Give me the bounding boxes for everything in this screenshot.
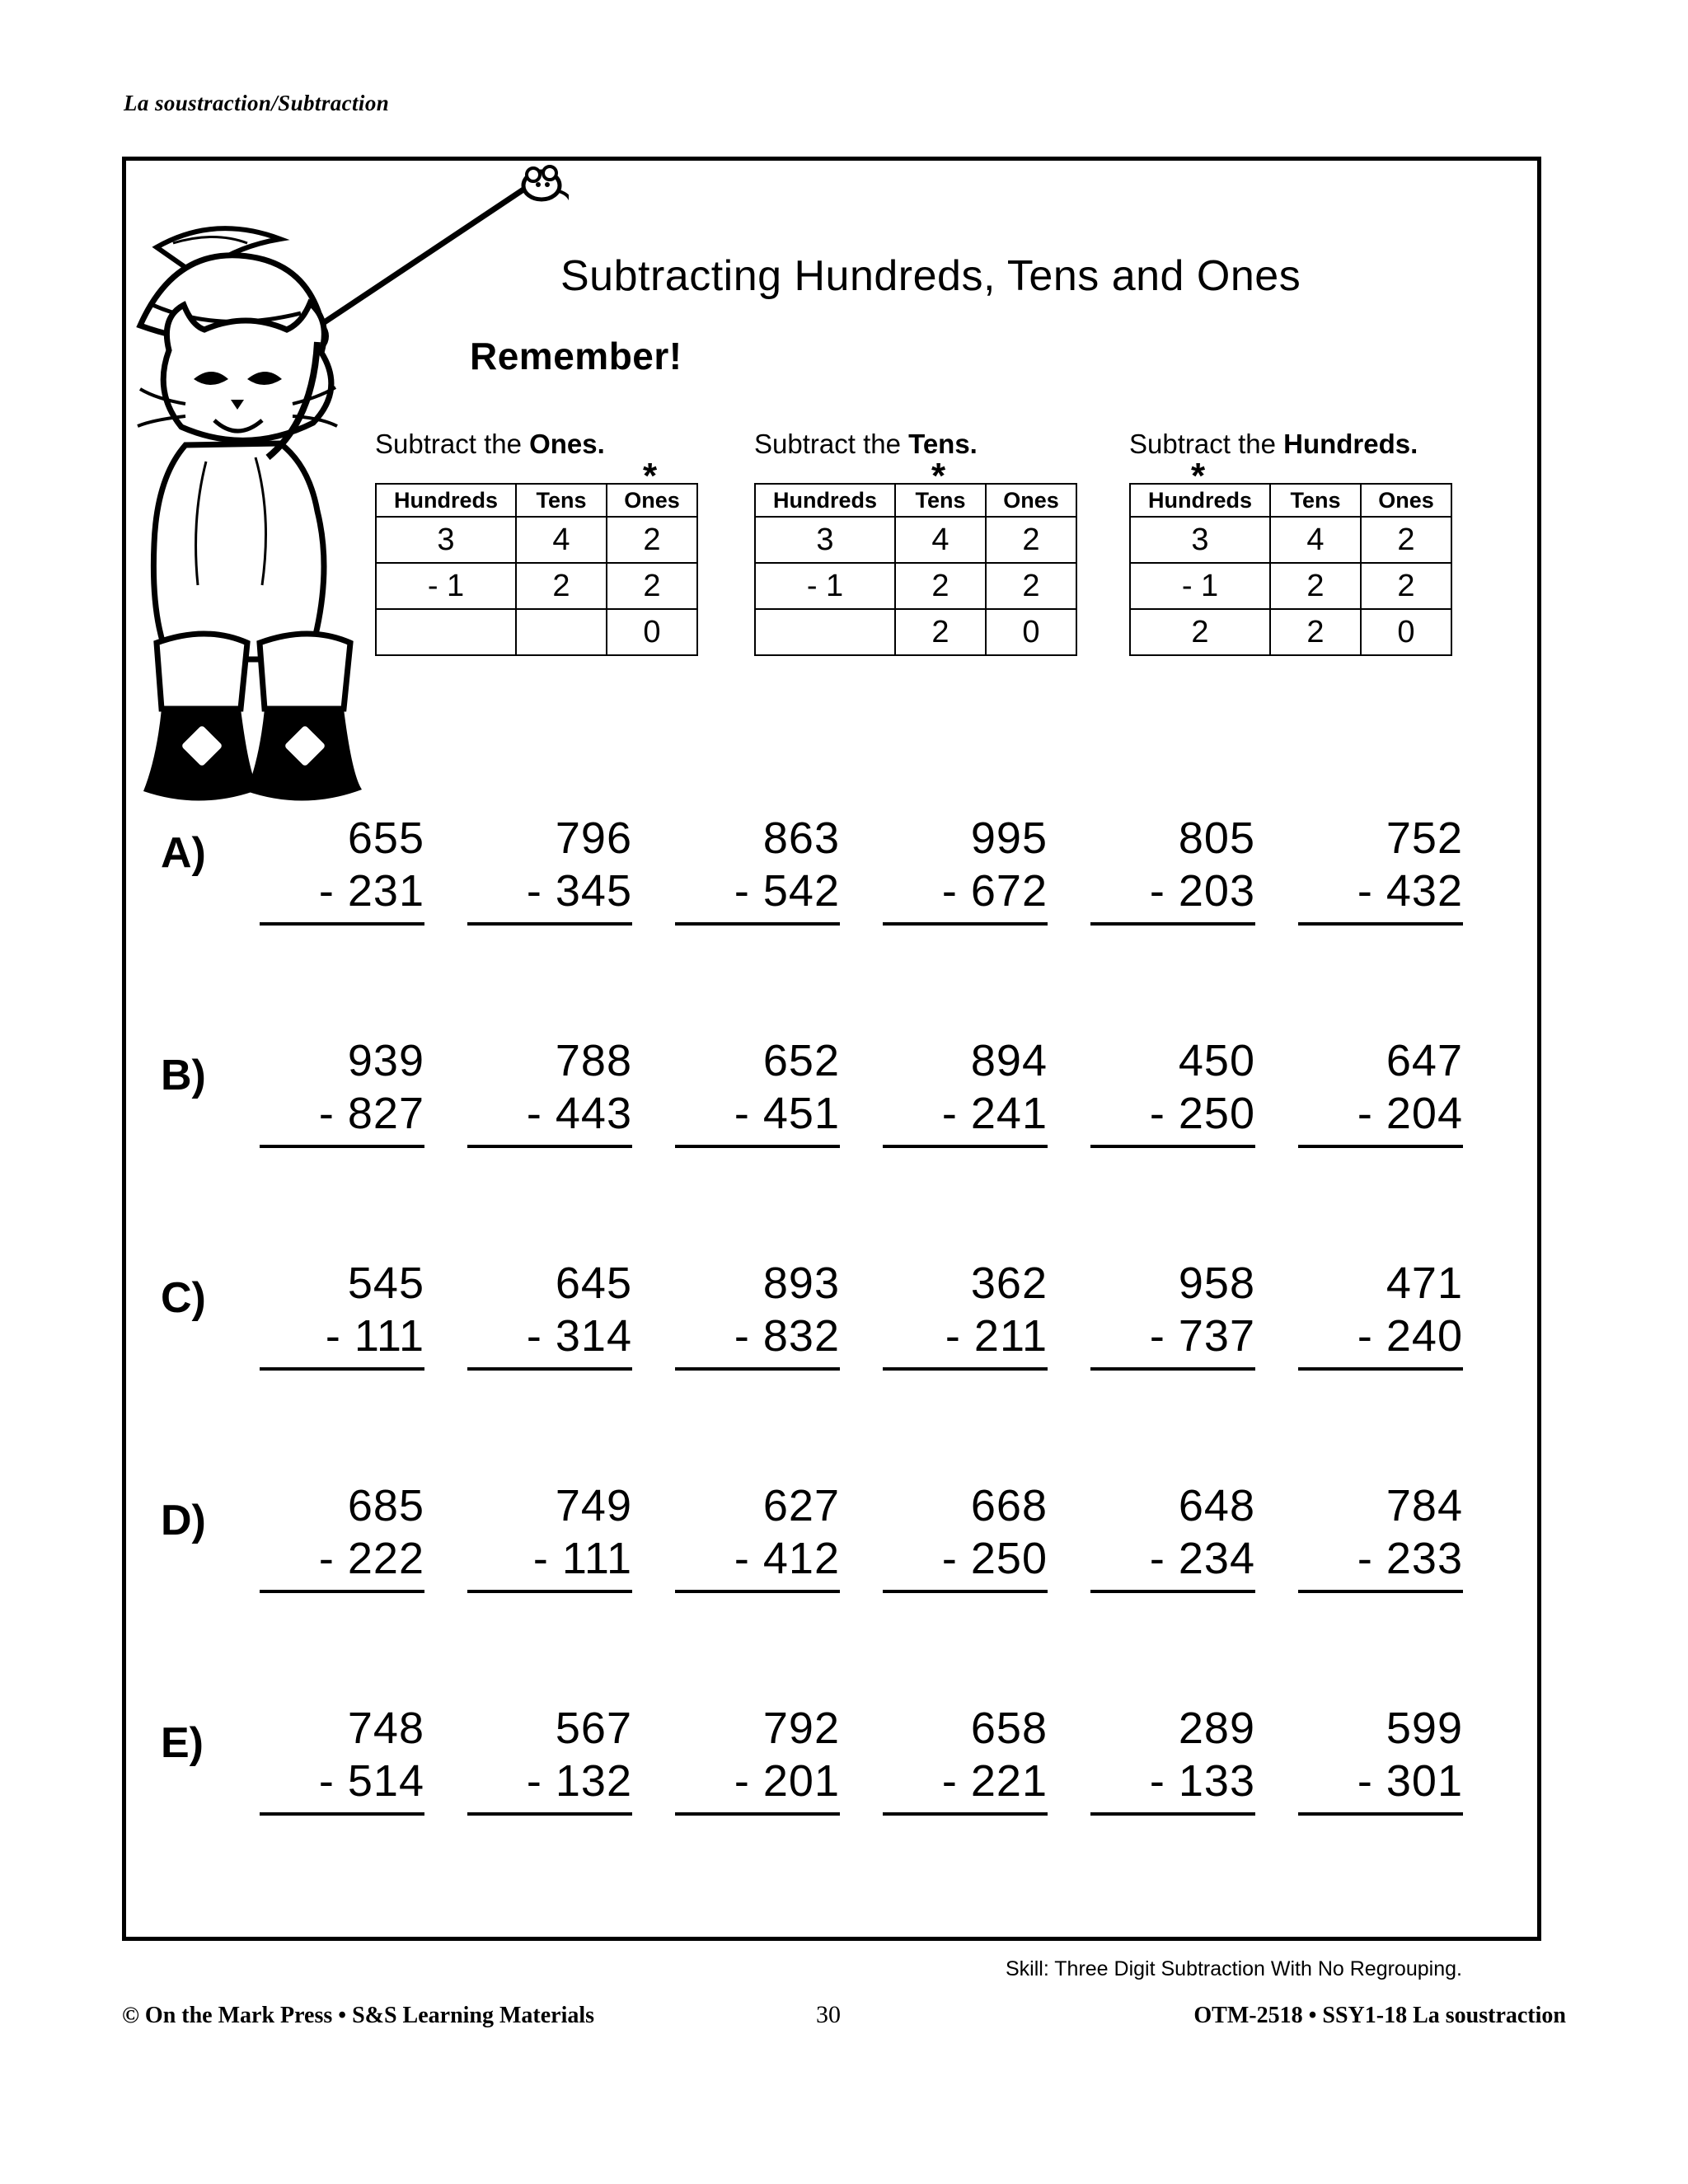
subtrahend: - 222 [260,1532,424,1593]
minuend: 788 [555,1036,632,1085]
subtrahend: - 240 [1298,1310,1463,1371]
col-header-tens: Tens [895,484,986,517]
subtrahend: - 345 [467,865,632,926]
problem-c-1 [260,1257,424,1371]
minuend: 647 [1386,1036,1463,1085]
subtrahend: - 201 [675,1755,840,1816]
problem-a-3 [675,812,840,926]
minuend: 645 [555,1258,632,1308]
cell-t: 4 [516,517,607,563]
problem-b-5 [1090,1034,1255,1148]
cell-h: - 1 [1130,563,1270,609]
page-section-title: La soustraction/Subtraction [124,91,390,115]
minuend: 289 [1178,1704,1255,1753]
table-header-row [755,484,1076,517]
problem-b-1 [260,1034,424,1148]
subtrahend: - 542 [675,865,840,926]
minuend: 471 [1386,1258,1463,1308]
minuend: 748 [347,1704,424,1753]
example-tens-star: * [931,456,946,496]
minuend: 752 [1386,813,1463,863]
minuend: 863 [762,813,840,863]
problem-e-3 [675,1702,840,1816]
table-header-row [1130,484,1451,517]
problem-c-2 [467,1257,632,1371]
minuend: 792 [762,1704,840,1753]
cell-o: 2 [986,517,1076,563]
cell-t: 2 [1270,609,1361,655]
col-header-ones: Ones [986,484,1076,517]
minuend: 796 [555,813,632,863]
subtrahend: - 233 [1298,1532,1463,1593]
cell-t: 2 [895,563,986,609]
cell-h: 3 [755,517,895,563]
subtrahend: - 432 [1298,865,1463,926]
problem-a-6 [1298,812,1463,926]
subtrahend: - 443 [467,1087,632,1148]
subtrahend: - 203 [1090,865,1255,926]
cell-o: 2 [986,563,1076,609]
example-hundreds-caption [1129,429,1452,460]
subtrahend: - 132 [467,1755,632,1816]
problem-b-6 [1298,1034,1463,1148]
subtrahend: - 231 [260,865,424,926]
problem-row-a [161,812,1512,1034]
problem-c-6 [1298,1257,1463,1371]
cell-o: 0 [607,609,697,655]
problem-c-3 [675,1257,840,1371]
row-label-e: E) [161,1719,204,1767]
skill-line: Skill: Three Digit Subtraction With No Regrouping. [1006,1957,1462,1980]
problem-e-5 [1090,1702,1255,1816]
example-ones-caption-bold: Ones. [529,429,605,459]
subtrahend: - 514 [260,1755,424,1816]
col-header-ones: Ones [607,484,697,517]
row-label-c: C) [161,1274,206,1322]
example-tens-caption-bold: Tens. [908,429,978,459]
table-row [376,563,697,609]
problem-d-5 [1090,1479,1255,1593]
row-label-b: B) [161,1052,206,1099]
cell-o: 0 [1361,609,1451,655]
problem-d-6 [1298,1479,1463,1593]
minuend: 894 [970,1036,1048,1085]
problem-row-e [161,1702,1512,1924]
problem-row-b [161,1034,1512,1257]
cell-t: 4 [895,517,986,563]
subtrahend: - 211 [883,1310,1048,1371]
subtrahend: - 133 [1090,1755,1255,1816]
example-tens-caption [754,429,1077,460]
problem-e-1 [260,1702,424,1816]
problem-d-2 [467,1479,632,1593]
cell-h: 3 [1130,517,1270,563]
col-header-hundreds: Hundreds [376,484,516,517]
subtrahend: - 672 [883,865,1048,926]
problem-row-c [161,1257,1512,1479]
minuend: 995 [970,813,1048,863]
page-title: Subtracting Hundreds, Tens and Ones [560,252,1301,300]
cell-h: 2 [1130,609,1270,655]
subtrahend: - 412 [675,1532,840,1593]
example-hundreds-caption-prefix: Subtract the [1129,429,1284,459]
problems-grid [161,812,1512,1924]
problem-e-6 [1298,1702,1463,1816]
cell-h: 3 [376,517,516,563]
problem-c-4 [883,1257,1048,1371]
example-ones-table [375,483,698,656]
problem-a-2 [467,812,632,926]
example-hundreds-caption-bold: Hundreds. [1283,429,1418,459]
minuend: 655 [347,813,424,863]
example-tens [754,429,1077,656]
cell-o: 0 [986,609,1076,655]
row-label-d: D) [161,1497,206,1544]
subtrahend: - 250 [1090,1087,1255,1148]
problem-d-1 [260,1479,424,1593]
problem-d-3 [675,1479,840,1593]
problem-e-2 [467,1702,632,1816]
cell-t: 2 [895,609,986,655]
cell-h [755,609,895,655]
subtrahend: - 451 [675,1087,840,1148]
minuend: 685 [347,1481,424,1530]
table-row [755,517,1076,563]
minuend: 362 [970,1258,1048,1308]
col-header-tens: Tens [516,484,607,517]
minuend: 893 [762,1258,840,1308]
minuend: 648 [1178,1481,1255,1530]
minuend: 805 [1178,813,1255,863]
example-tens-table [754,483,1077,656]
table-row [755,563,1076,609]
subtrahend: - 314 [467,1310,632,1371]
problem-b-4 [883,1034,1048,1148]
minuend: 784 [1386,1481,1463,1530]
subtrahend: - 737 [1090,1310,1255,1371]
remember-label: Remember! [470,335,682,377]
example-ones-caption-prefix: Subtract the [375,429,530,459]
footer-code: OTM-2518 • SSY1-18 La soustraction [1193,2003,1566,2028]
cell-h [376,609,516,655]
example-hundreds [1129,429,1452,656]
footer-page-number: 30 [816,2001,841,2028]
problem-a-5 [1090,812,1255,926]
subtrahend: - 221 [883,1755,1048,1816]
cell-o: 2 [1361,563,1451,609]
col-header-ones: Ones [1361,484,1451,517]
subtrahend: - 111 [467,1532,632,1593]
subtrahend: - 241 [883,1087,1048,1148]
subtrahend: - 827 [260,1087,424,1148]
footer-copyright: © On the Mark Press • S&S Learning Materials [122,2003,595,2028]
cell-o: 2 [1361,517,1451,563]
problem-a-4 [883,812,1048,926]
cell-o: 2 [607,517,697,563]
example-hundreds-star: * [1191,456,1206,496]
minuend: 658 [970,1704,1048,1753]
subtrahend: - 234 [1090,1532,1255,1593]
minuend: 749 [555,1481,632,1530]
cell-o: 2 [607,563,697,609]
table-row [376,517,697,563]
table-row [755,609,1076,655]
problem-c-5 [1090,1257,1255,1371]
table-row [1130,563,1451,609]
table-row [1130,517,1451,563]
subtrahend: - 111 [260,1310,424,1371]
example-ones [375,429,698,656]
minuend: 652 [762,1036,840,1085]
subtrahend: - 250 [883,1532,1048,1593]
cell-h: - 1 [755,563,895,609]
col-header-hundreds: Hundreds [1130,484,1270,517]
problem-row-d [161,1479,1512,1702]
problem-a-1 [260,812,424,926]
problem-e-4 [883,1702,1048,1816]
table-row [376,609,697,655]
problem-d-4 [883,1479,1048,1593]
minuend: 599 [1386,1704,1463,1753]
problem-b-2 [467,1034,632,1148]
minuend: 958 [1178,1258,1255,1308]
col-header-hundreds: Hundreds [755,484,895,517]
subtrahend: - 832 [675,1310,840,1371]
cell-t: 2 [1270,563,1361,609]
subtrahend: - 301 [1298,1755,1463,1816]
example-hundreds-table [1129,483,1452,656]
cell-t: 4 [1270,517,1361,563]
table-row [1130,609,1451,655]
minuend: 668 [970,1481,1048,1530]
minuend: 939 [347,1036,424,1085]
problem-b-3 [675,1034,840,1148]
cell-t: 2 [516,563,607,609]
row-label-a: A) [161,829,206,877]
example-tens-caption-prefix: Subtract the [754,429,909,459]
minuend: 545 [347,1258,424,1308]
minuend: 627 [762,1481,840,1530]
cell-h: - 1 [376,563,516,609]
minuend: 450 [1178,1036,1255,1085]
col-header-tens: Tens [1270,484,1361,517]
example-ones-star: * [643,456,658,496]
minuend: 567 [555,1704,632,1753]
subtrahend: - 204 [1298,1087,1463,1148]
cell-t [516,609,607,655]
